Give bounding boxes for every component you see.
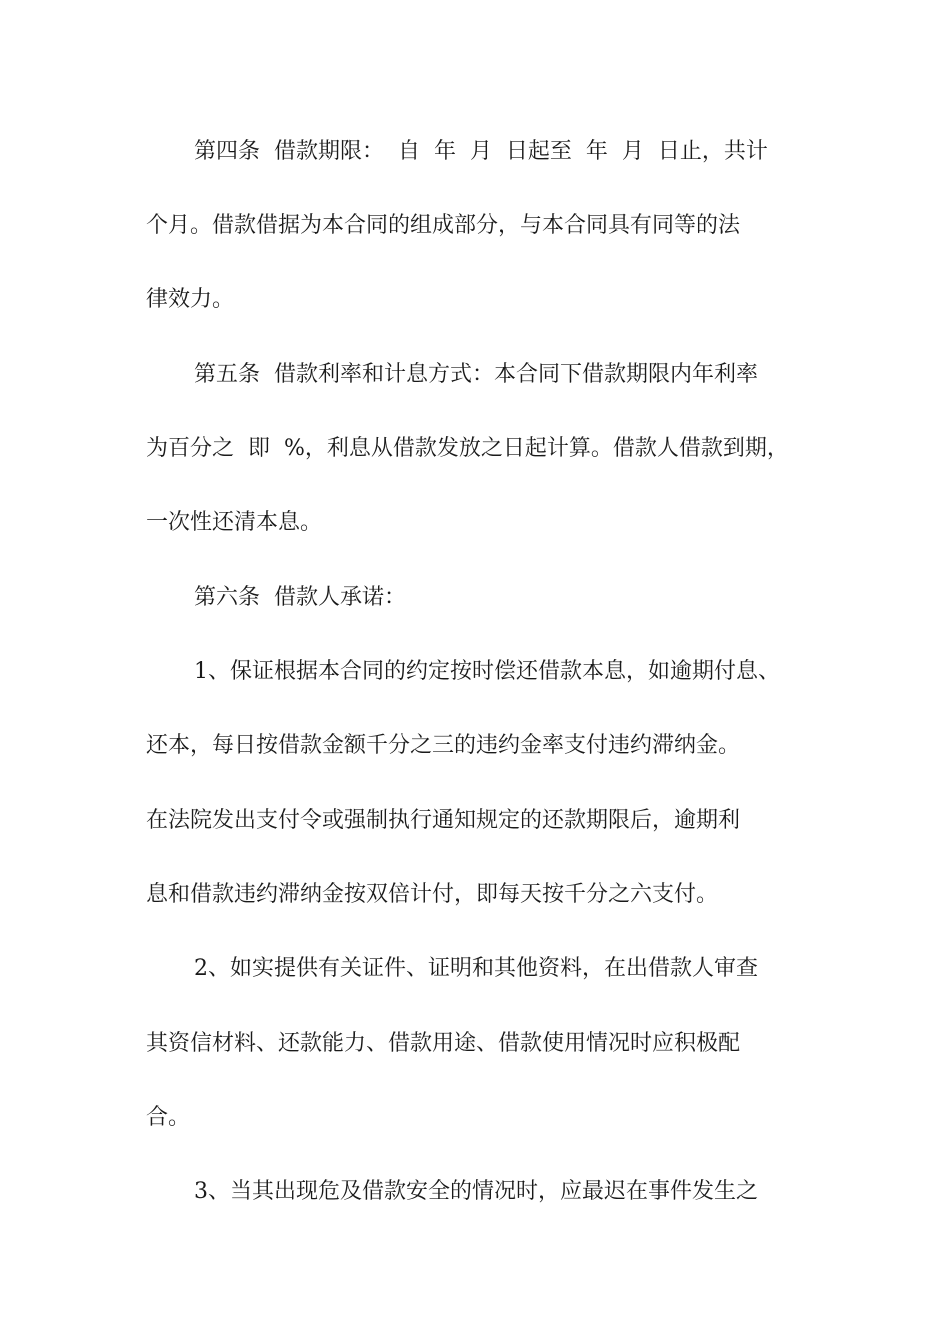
text-line: 1、保证根据本合同的约定按时偿还借款本息，如逾期付息、 [194,659,780,684]
text-line: 在法院发出支付令或强制执行通知规定的还款期限后，逾期利 [146,808,741,833]
text-line: 合。 [146,1105,191,1130]
text-line: 为百分之 即 %，利息从借款发放之日起计算。借款人借款到期， [146,436,789,461]
text-line: 一次性还清本息。 [146,510,323,535]
text-line: 第五条 借款利率和计息方式：本合同下借款期限内年利率 [194,362,758,387]
text-line: 3、当其出现危及借款安全的情况时，应最迟在事件发生之 [194,1179,758,1204]
text-line: 还本，每日按借款金额千分之三的违约金率支付违约滞纳金。 [146,733,741,758]
text-line: 第六条 借款人承诺： [194,585,406,610]
text-line: 第四条 借款期限： 自 年 月 日起至 年 月 日止，共计 [194,139,768,164]
text-line: 2、如实提供有关证件、证明和其他资料，在出借款人审查 [194,956,758,981]
text-line: 律效力。 [146,287,235,312]
text-line: 其资信材料、还款能力、借款用途、借款使用情况时应积极配 [146,1031,741,1056]
text-line: 个月。借款借据为本合同的组成部分，与本合同具有同等的法 [146,213,741,238]
text-line: 息和借款违约滞纳金按双倍计付，即每天按千分之六支付。 [146,882,719,907]
